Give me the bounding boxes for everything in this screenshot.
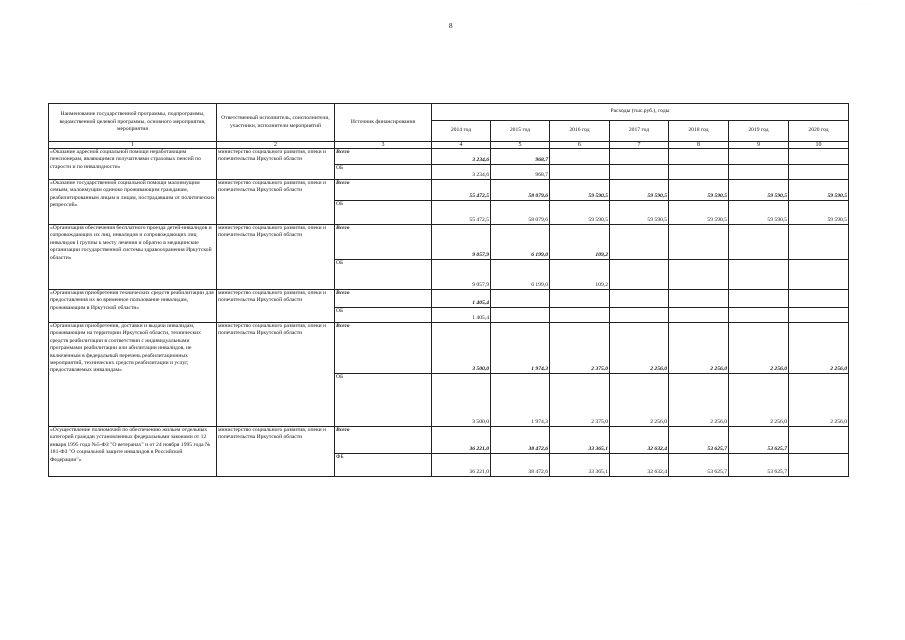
total-value: 59 590,5: [669, 180, 729, 201]
budget-value: [789, 454, 849, 477]
budget-value: 109,2: [550, 260, 610, 290]
total-value: [610, 149, 669, 165]
responsible-executor: министерство социального развития, опеки и попечительства Иркутской области: [217, 149, 335, 180]
corner-mark: · · · · · ·: [852, 1, 876, 6]
budget-value: 2 375,0: [550, 374, 610, 427]
header-name: Наименование государственной программы, подпрограммы, ведомственной целевой программы, основного мероприятия, мероприятия: [49, 104, 217, 142]
budget-value: 55 472,5: [432, 201, 491, 225]
responsible-executor: министерство социального развития, опеки и попечительства Иркутской области: [217, 180, 335, 225]
budget-value: 3 500,0: [432, 374, 491, 427]
total-value: [550, 290, 610, 308]
source-budget-label: ОБ: [335, 308, 432, 323]
budget-value: [610, 308, 669, 323]
table-row: [49, 149, 849, 165]
budget-value: 59 590,5: [729, 201, 789, 225]
column-number: 9: [729, 142, 789, 149]
total-value: 33 365,1: [550, 427, 610, 454]
budget-value: 59 590,5: [550, 201, 610, 225]
table-row: [49, 323, 849, 374]
total-value: [789, 149, 849, 165]
source-total-label: Всего: [335, 323, 432, 374]
total-value: [729, 225, 789, 260]
budget-value: [669, 308, 729, 323]
total-value: [729, 290, 789, 308]
total-value: [789, 290, 849, 308]
budget-value: 58 079,6: [491, 201, 550, 225]
total-value: 3 500,0: [432, 323, 491, 374]
budget-value: 2 256,0: [610, 374, 669, 427]
budget-value: [610, 165, 669, 180]
budget-value: [729, 308, 789, 323]
budget-value: 2 256,0: [789, 374, 849, 427]
total-value: 9 057,9: [432, 225, 491, 260]
header-expenses: Расходы (тыс.руб.), годы: [432, 104, 849, 121]
column-number: 5: [491, 142, 550, 149]
total-value: 55 472,5: [432, 180, 491, 201]
total-value: 3 234,6: [432, 149, 491, 165]
activity-name: «Оказание государственной социальной помощи малоимущим семьям, малоимущим одиноко проживающим гражданам, реабилитированным лицам и лицам, пострадавшим от политических репрессий»: [49, 180, 217, 225]
table-row: [49, 290, 849, 308]
header-year: 2017 год: [610, 121, 669, 142]
table-body: [49, 149, 849, 477]
total-value: 2 256,0: [789, 323, 849, 374]
header-year: 2014 год: [432, 121, 491, 142]
source-budget-label: ОБ: [335, 201, 432, 225]
column-number: 4: [432, 142, 491, 149]
source-budget-label: ОБ: [335, 260, 432, 290]
responsible-executor: министерство социального развития, опеки и попечительства Иркутской области: [217, 323, 335, 427]
total-value: 36 221,0: [432, 427, 491, 454]
budget-value: 53 625,7: [729, 454, 789, 477]
table-row: [49, 225, 849, 260]
total-value: [610, 290, 669, 308]
header-year: 2018 год: [669, 121, 729, 142]
budget-value: 1 974,3: [491, 374, 550, 427]
total-value: 109,2: [550, 225, 610, 260]
budget-value: 59 590,5: [669, 201, 729, 225]
funding-table: [48, 103, 849, 477]
total-value: 59 590,5: [789, 180, 849, 201]
header-year: 2020 год: [789, 121, 849, 142]
activity-name: «Организация приобретения технических средств реабилитации для предоставления их во временное пользование инвалидам, проживающим в Иркутской области»: [49, 290, 217, 323]
table-row: [49, 427, 849, 454]
total-value: [729, 149, 789, 165]
activity-name: «Организация приобретения, доставки и выдачи инвалидам, проживающим на территории Иркутской области, технических средств реабилитации в соответствии с индивидуальными программами реабилитации или абилитации инвалидов, не включенным в федеральный перечень реабилитационных мероприятий, технических средств реабилитации и услуг, предоставляемых инвалидам»: [49, 323, 217, 427]
total-value: 59 590,5: [550, 180, 610, 201]
total-value: 968,7: [491, 149, 550, 165]
source-total-label: Всего: [335, 149, 432, 165]
table-header: [49, 104, 849, 149]
total-value: 1 974,3: [491, 323, 550, 374]
total-value: 53 625,7: [729, 427, 789, 454]
header-year: 2019 год: [729, 121, 789, 142]
activity-name: «Осуществление полномочий по обеспечению жильем отдельных категорий граждан установленных федеральными законами от 12 января 1995 года №5-ФЗ "О ветеранах" и от 24 ноября 1995 года № 181-ФЗ "О социальной защите инвалидов в Российской Федерации"»: [49, 427, 217, 477]
budget-value: [729, 260, 789, 290]
budget-value: [669, 165, 729, 180]
responsible-executor: министерство социального развития, опеки и попечительства Иркутской области: [217, 290, 335, 323]
budget-value: 59 590,5: [789, 201, 849, 225]
total-value: 58 079,6: [491, 180, 550, 201]
budget-value: 3 234,6: [432, 165, 491, 180]
column-number: 8: [669, 142, 729, 149]
source-total-label: Всего: [335, 427, 432, 454]
budget-value: 59 590,5: [610, 201, 669, 225]
column-number: 1: [49, 142, 217, 149]
header-year: 2015 год: [491, 121, 550, 142]
source-total-label: Всего: [335, 180, 432, 201]
budget-value: [550, 165, 610, 180]
column-number: 3: [335, 142, 432, 149]
total-value: [789, 427, 849, 454]
budget-value: 53 625,7: [669, 454, 729, 477]
total-value: [789, 225, 849, 260]
source-total-label: Всего: [335, 290, 432, 308]
budget-value: [729, 165, 789, 180]
header-source: Источник финансирования: [335, 104, 432, 142]
budget-value: 36 221,0: [432, 454, 491, 477]
total-value: [610, 225, 669, 260]
budget-value: 1 405,4: [432, 308, 491, 323]
budget-value: [669, 260, 729, 290]
total-value: 38 472,6: [491, 427, 550, 454]
activity-name: «Организация обеспечения бесплатного проезда детей-инвалидов и сопровождающих их лиц, инвалидов и сопровождающих лиц инвалидов I группы к месту лечения и обратно в медицинские организации государственной системы здравоохранения Иркутской области»: [49, 225, 217, 290]
total-value: [669, 290, 729, 308]
responsible-executor: министерство социального развития, опеки и попечительства Иркутской области: [217, 225, 335, 290]
column-number: 7: [610, 142, 669, 149]
total-value: [550, 149, 610, 165]
budget-value: 968,7: [491, 165, 550, 180]
budget-value: 32 632,4: [610, 454, 669, 477]
budget-value: 38 472,6: [491, 454, 550, 477]
responsible-executor: министерство социального развития, опеки и попечительства Иркутской области: [217, 427, 335, 477]
column-number: 10: [789, 142, 849, 149]
budget-value: 6 199,0: [491, 260, 550, 290]
total-value: 59 590,5: [610, 180, 669, 201]
source-budget-label: ФБ: [335, 454, 432, 477]
column-number: 6: [550, 142, 610, 149]
total-value: 2 256,0: [669, 323, 729, 374]
total-value: 59 590,5: [729, 180, 789, 201]
budget-value: [789, 165, 849, 180]
budget-value: 2 256,0: [729, 374, 789, 427]
table-row: [49, 180, 849, 201]
total-value: 53 625,7: [669, 427, 729, 454]
total-value: 2 256,0: [729, 323, 789, 374]
activity-name: «Оказание адресной социальной помощи неработающим пенсионерам, являющимся получателями страховых пенсий по старости и по инвалидности»: [49, 149, 217, 180]
total-value: [669, 149, 729, 165]
total-value: [669, 225, 729, 260]
budget-value: 2 256,0: [669, 374, 729, 427]
total-value: [491, 290, 550, 308]
page-number: 8: [449, 22, 453, 30]
budget-value: [491, 308, 550, 323]
budget-value: [789, 308, 849, 323]
header-responsible: Ответственный исполнитель, соисполнители, участники, исполнители мероприятий: [217, 104, 335, 142]
total-value: 2 256,0: [610, 323, 669, 374]
column-number: 2: [217, 142, 335, 149]
budget-value: [789, 260, 849, 290]
column-numbers-row: [49, 142, 849, 149]
total-value: 32 632,4: [610, 427, 669, 454]
source-total-label: Всего: [335, 225, 432, 260]
total-value: 1 405,4: [432, 290, 491, 308]
budget-value: [550, 308, 610, 323]
budget-value: 9 057,9: [432, 260, 491, 290]
source-budget-label: ОБ: [335, 374, 432, 427]
total-value: 2 375,0: [550, 323, 610, 374]
header-year: 2016 год: [550, 121, 610, 142]
budget-value: 33 365,1: [550, 454, 610, 477]
total-value: 6 199,0: [491, 225, 550, 260]
budget-value: [610, 260, 669, 290]
source-budget-label: ОБ: [335, 165, 432, 180]
